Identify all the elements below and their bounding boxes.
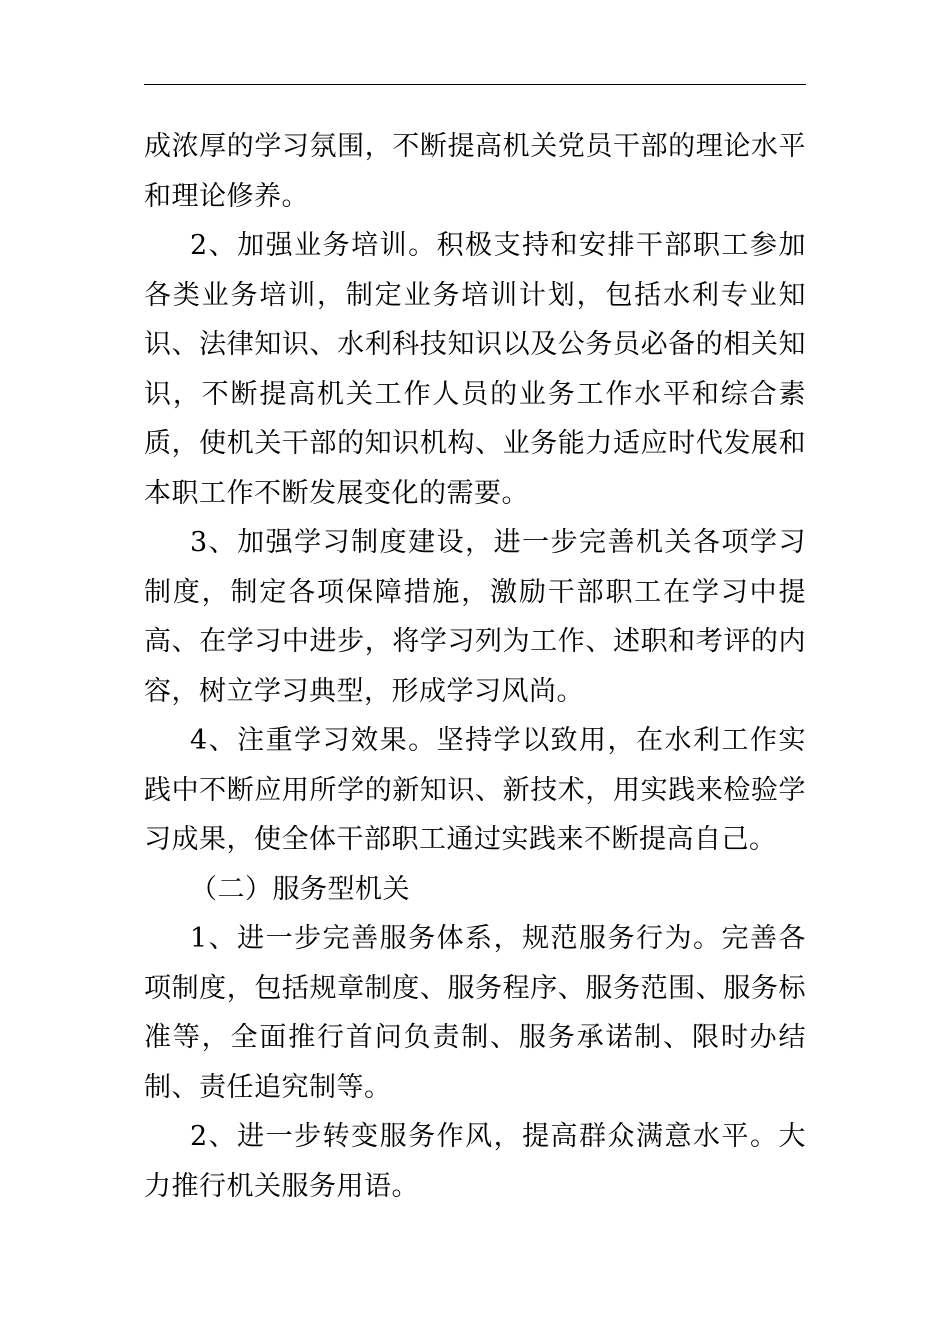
paragraph-service-style: 2、进一步转变服务作风，提高群众满意水平。大力推行机关服务用语。 bbox=[144, 1121, 806, 1202]
paragraph-study-system: 3、加强学习制度建设，进一步完善机关各项学习制度，制定各项保障措施，激励干部职工在学习中提高、在学习中进步，将学习列为工作、述职和考评的内容，树立学习典型，形成学习风尚。 bbox=[144, 527, 806, 707]
paragraph-continuation: 成浓厚的学习氛围，不断提高机关党员干部的理论水平和理论修养。 bbox=[144, 131, 806, 212]
header-rule bbox=[144, 84, 806, 85]
document-body bbox=[144, 122, 806, 1211]
paragraph-business-training: 2、加强业务培训。积极支持和安排干部职工参加各类业务培训，制定业务培训计划，包括水利专业知识、法律知识、水利科技知识以及公务员必备的相关知识，不断提高机关工作人员的业务工作水平和综合素质，使机关干部的知识机构、业务能力适应时代发展和本职工作不断发展变化的需要。 bbox=[144, 230, 806, 509]
paragraph-service-system: 1、进一步完善服务体系，规范服务行为。完善各项制度，包括规章制度、服务程序、服务范围、服务标准等，全面推行首问负责制、服务承诺制、限时办结制、责任追究制等。 bbox=[144, 923, 806, 1103]
paragraph-study-effect: 4、注重学习效果。坚持学以致用，在水利工作实践中不断应用所学的新知识、新技术，用实践来检验学习成果，使全体干部职工通过实践来不断提高自己。 bbox=[144, 725, 806, 855]
section-heading-service-organ: （二）服务型机关 bbox=[190, 873, 410, 905]
